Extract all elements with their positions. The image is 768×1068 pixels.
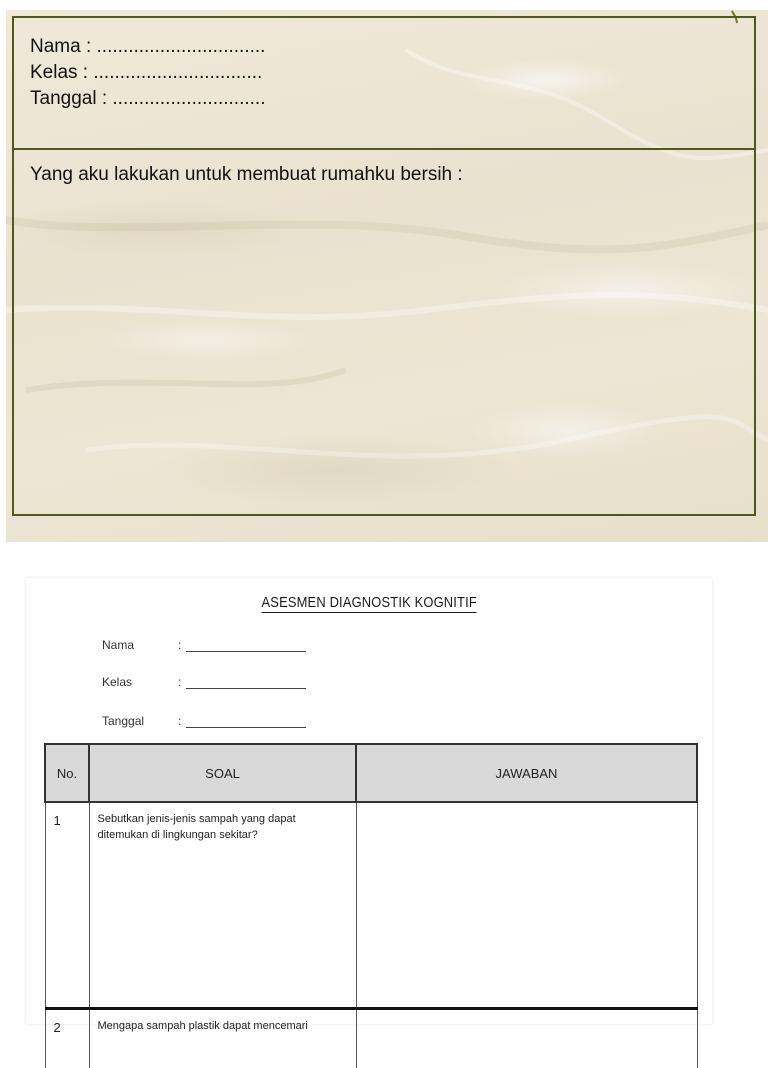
doc-class-colon: : (178, 675, 186, 689)
header-soal: SOAL (89, 744, 356, 802)
class-field: Kelas : ................................ (30, 60, 262, 86)
header-no: No. (45, 744, 89, 802)
question-table (44, 743, 698, 1068)
row-answer (356, 802, 697, 1009)
doc-name-blank (186, 641, 306, 652)
doc-class-label: Kelas (102, 675, 178, 689)
row-question: Sebutkan jenis-jenis sampah yang dapat ditemukan di lingkungan sekitar? (89, 802, 356, 1009)
doc-date-label: Tanggal (102, 714, 178, 728)
name-field: Nama : ................................ (30, 34, 265, 60)
row-question: Mengapa sampah plastik dapat mencemari (89, 1009, 356, 1068)
header-jawaban: JAWABAN (356, 744, 697, 802)
doc-name-field (102, 638, 306, 652)
doc-date-blank (186, 717, 306, 728)
worksheet-frame (12, 16, 756, 516)
worksheet-slide (6, 10, 768, 542)
date-field: Tanggal : ............................. (30, 86, 265, 112)
row-number: 1 (45, 802, 89, 1009)
document-title-text: ASESMEN DIAGNOSTIK KOGNITIF (261, 594, 476, 613)
row-number: 2 (45, 1009, 89, 1068)
table-header-row (45, 744, 697, 802)
doc-class-field (102, 675, 306, 689)
doc-name-colon: : (178, 638, 186, 652)
doc-class-blank (186, 678, 306, 689)
assessment-document (26, 578, 712, 1024)
doc-date-field (102, 714, 306, 728)
frame-divider (14, 148, 754, 150)
doc-date-colon: : (178, 714, 186, 728)
table-row (45, 1009, 697, 1068)
worksheet-prompt: Yang aku lakukan untuk membuat rumahku bersih : (30, 164, 463, 186)
document-title (26, 594, 712, 613)
row-answer (356, 1009, 697, 1068)
doc-name-label: Nama (102, 638, 178, 652)
table-row (45, 802, 697, 1009)
